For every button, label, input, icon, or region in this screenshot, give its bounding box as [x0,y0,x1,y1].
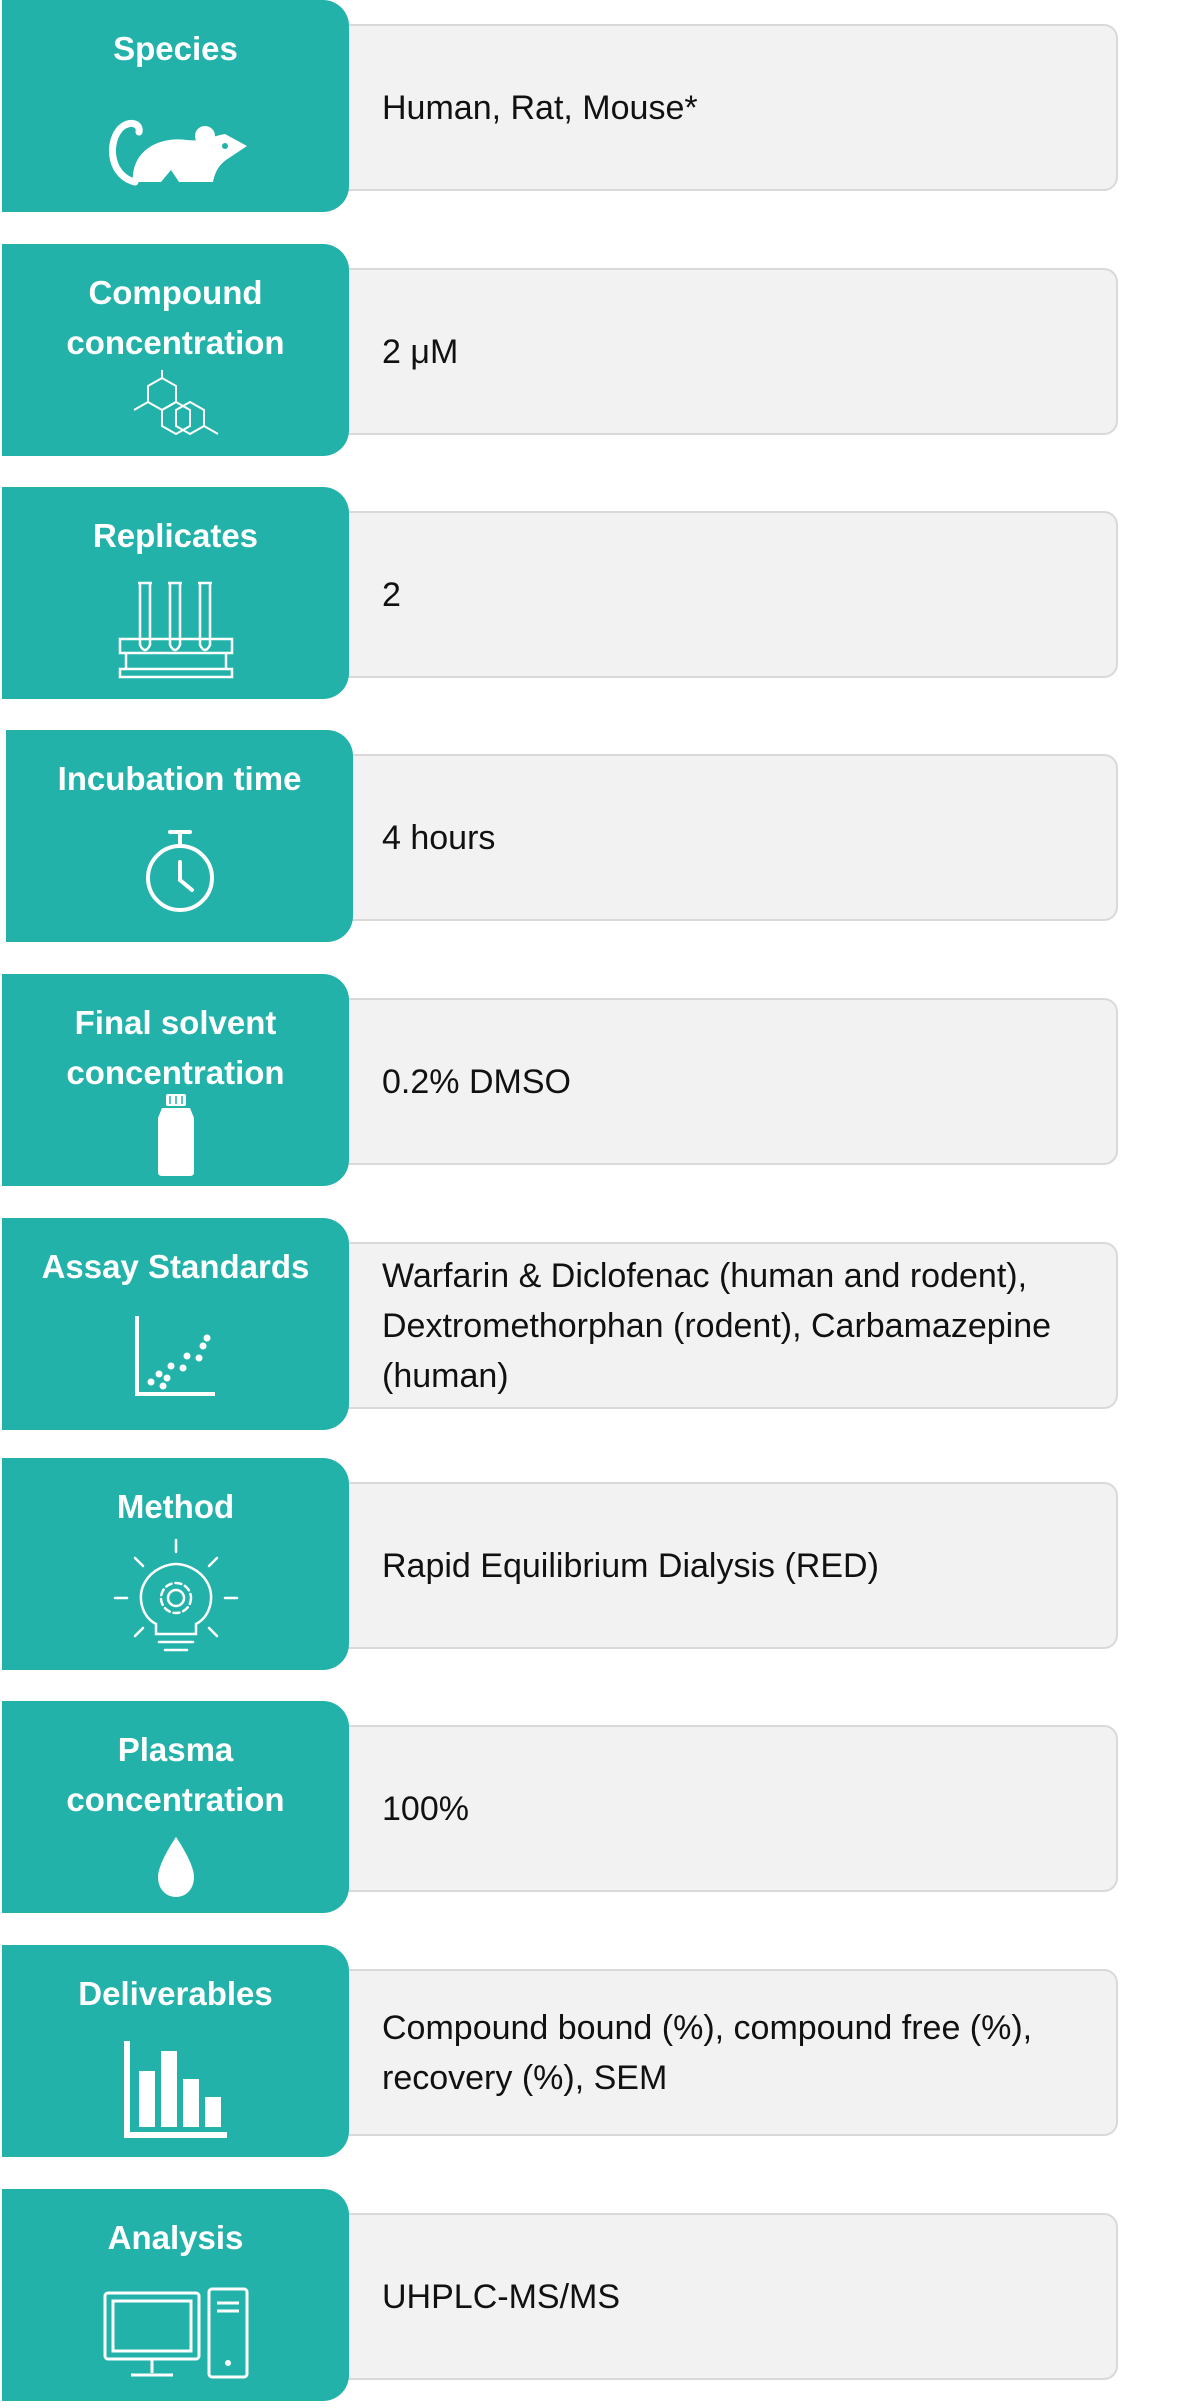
bottle-icon [154,1092,198,1178]
drop-icon [154,1835,198,1899]
method-value: Rapid Equilibrium Dialysis (RED) [382,1546,879,1585]
incubation-time-panel [340,754,1118,921]
compound-concentration-title: Compound concentration [66,274,285,361]
analysis-title: Analysis [107,2219,244,2256]
method-tile [2,1458,349,1670]
analysis-panel [340,2213,1118,2380]
method-panel [340,1482,1118,1649]
replicates-value: 2 [382,575,401,614]
final-solvent-tile [2,974,349,1186]
plasma-concentration-tile [2,1701,349,1913]
assay-standards-panel [340,1242,1118,1409]
replicates-tile [2,487,349,699]
analysis-value: UHPLC-MS/MS [382,2277,621,2316]
final-solvent-value: 0.2% DMSO [382,1062,571,1101]
test-tubes-icon [116,579,236,683]
incubation-time-tile [6,730,353,942]
plasma-concentration-panel [340,1725,1118,1892]
scatter-plot-icon [131,1310,221,1400]
lightbulb-gear-icon [111,1536,241,1662]
species-panel [340,24,1118,191]
assay-standards-value: Warfarin & Diclofenac (human and rodent), Dextromethorphan (rodent), Carbamazepine (human) [382,1256,1052,1395]
deliverables-value: Compound bound (%), compound free (%), recovery (%), SEM [382,2008,1033,2097]
assay-standards-title: Assay Standards [41,1248,310,1285]
species-value: Human, Rat, Mouse* [382,88,698,127]
species-row [0,0,1200,212]
compound-concentration-panel [340,268,1118,435]
stopwatch-icon [140,826,220,916]
analysis-row [0,2189,1200,2401]
final-solvent-row [0,974,1200,1186]
replicates-row [0,487,1200,699]
plasma-concentration-row [0,1701,1200,1913]
incubation-time-row [0,730,1200,942]
assay-standards-tile [2,1218,349,1430]
species-tile [2,0,349,212]
analysis-tile [2,2189,349,2401]
replicates-panel [340,511,1118,678]
deliverables-title: Deliverables [78,1975,273,2012]
compound-concentration-row [0,244,1200,456]
molecule-icon [126,370,226,450]
deliverables-panel [340,1969,1118,2136]
computer-icon [101,2287,251,2383]
deliverables-tile [2,1945,349,2157]
method-title: Method [116,1488,235,1525]
bar-chart-icon [121,2037,231,2141]
final-solvent-title: Final solvent concentration [66,1004,285,1091]
incubation-time-title: Incubation time [57,760,302,797]
deliverables-row [0,1945,1200,2157]
plasma-concentration-value: 100% [382,1789,469,1828]
method-row [0,1458,1200,1670]
plasma-concentration-title: Plasma concentration [66,1731,285,1818]
compound-concentration-value: 2 μM [382,332,459,371]
replicates-title: Replicates [92,517,259,554]
final-solvent-panel [340,998,1118,1165]
species-title: Species [113,30,238,67]
incubation-time-value: 4 hours [382,818,496,857]
compound-concentration-tile [2,244,349,456]
assay-standards-row [0,1218,1200,1430]
mouse-icon [101,96,251,192]
